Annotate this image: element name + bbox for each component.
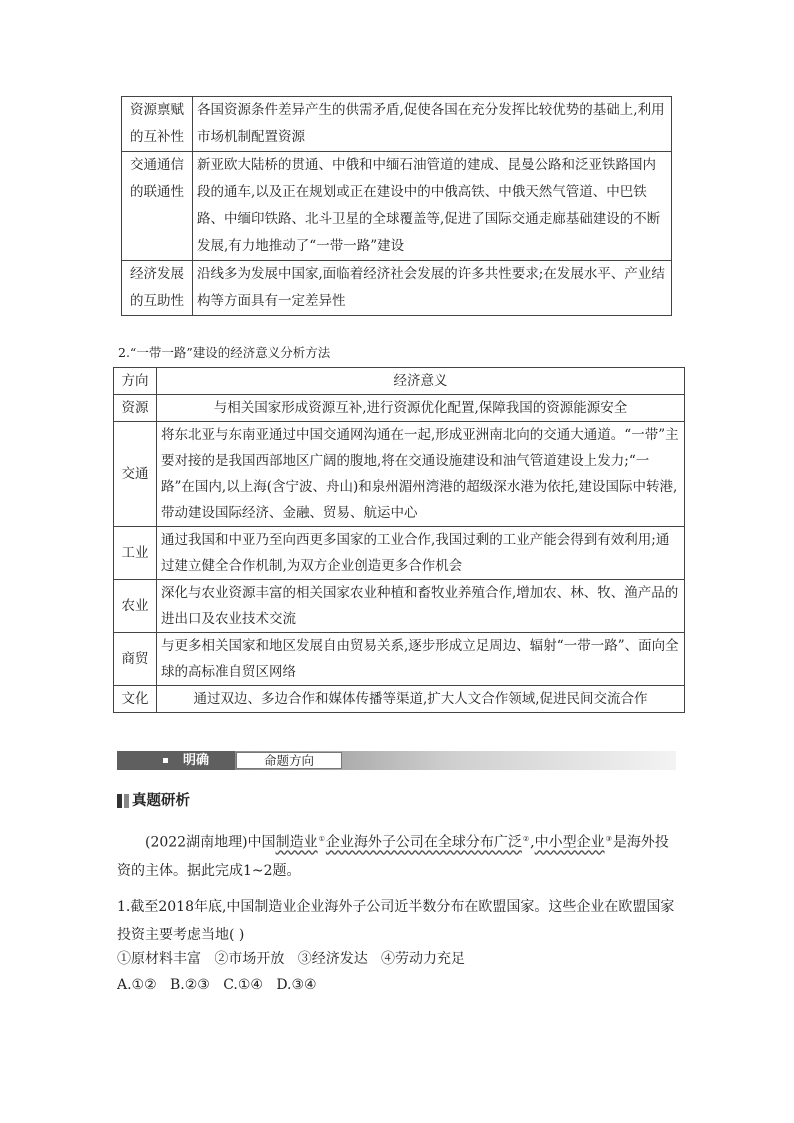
row-direction: 农业: [114, 580, 157, 633]
banner-dark-block: [117, 751, 235, 770]
question-1-stem: 1.截至2018年底,中国制造业企业海外子公司近半数分布在欧盟国家。这些企业在欧盟国家投资主要考虑当地( ): [117, 899, 675, 943]
economic-significance-table: [113, 367, 685, 713]
heading-bar-icon: [124, 794, 129, 808]
table-row: [114, 422, 685, 527]
subsection-title: 真题研析: [132, 793, 190, 809]
row-direction: 交通: [114, 422, 157, 527]
table-row: [114, 527, 685, 580]
table-row: [122, 152, 672, 261]
banner-box-label: 命题方向: [236, 752, 342, 769]
intro-text: 是海外投资的主体。据此完成1~2题。: [117, 834, 669, 879]
banner-label: 明确: [183, 753, 210, 768]
row-label: 交通通信的联通性: [122, 152, 193, 261]
header-meaning: 经济意义: [157, 368, 685, 395]
intro-text: ,: [530, 834, 535, 851]
row-direction: 商贸: [114, 633, 157, 686]
underlined-keyword: 企业海外子公司在全球分布广泛: [325, 834, 522, 851]
heading-bar-icon: [117, 794, 122, 808]
header-direction: 方向: [114, 368, 157, 395]
table-row: [122, 261, 672, 316]
intro-text: (2022湖南地理)中国: [145, 834, 276, 851]
row-meaning: 通过我国和中亚乃至向西更多国家的工业合作,我国过剩的工业产能会得到有效利用;通过建立健全合作机制,为双方企业创造更多合作机会: [157, 527, 685, 580]
question-1-answers: A.①② B.②③ C.①④ D.③④: [117, 977, 317, 993]
row-text: 沿线多为发展中国家,面临着经济社会发展的许多共性要求;在发展水平、产业结构等方面具有一定差异性: [193, 261, 672, 316]
row-direction: 资源: [114, 395, 157, 422]
row-direction: 工业: [114, 527, 157, 580]
table-row: [122, 97, 672, 152]
row-text: 新亚欧大陆桥的贯通、中俄和中缅石油管道的建成、昆曼公路和泛亚铁路国内段的通车,以及正在规划或正在建设中的中俄高铁、中俄天然气管道、中巴铁路、中缅印铁路、北斗卫星的全球覆盖等,促进了国际交通走廊基础建设的不断发展,有力地推动了“一带一路”建设: [193, 152, 672, 261]
row-label: 资源禀赋的互补性: [122, 97, 193, 152]
underlined-keyword: 制造业: [275, 834, 318, 851]
row-meaning: 深化与农业资源丰富的相关国家农业种植和畜牧业养殖合作,增加农、林、牧、渔产品的进出口及农业技术交流: [157, 580, 685, 633]
row-meaning: 与相关国家形成资源互补,进行资源优化配置,保障我国的资源能源安全: [157, 395, 685, 422]
annotation-mark: ①: [318, 835, 325, 843]
annotation-mark: ②: [522, 835, 530, 843]
row-meaning: 将东北亚与东南亚通过中国交通网沟通在一起,形成亚洲南北向的交通大通道。“一带”主要对接的是我国西部地区广阔的腹地,将在交通设施建设和油气管道建设上发力;“一路”在国内,以上海(含宁波、舟山)和泉州湄州湾港的超级深水港为依托,建设国际中转港,带动建设国际经济、金融、贸易、航运中心: [157, 422, 685, 527]
question-1-options: ①原材料丰富 ②市场开放 ③经济发达 ④劳动力充足: [117, 951, 466, 967]
row-direction: 文化: [114, 686, 157, 713]
section-banner: [117, 751, 676, 770]
square-bullet-icon: [163, 758, 168, 763]
annotation-mark: ③: [605, 835, 612, 843]
resource-advantage-table: [121, 96, 672, 316]
question-intro: [117, 825, 682, 885]
table-header-row: [114, 368, 685, 395]
row-label: 经济发展的互助性: [122, 261, 193, 316]
row-meaning: 与更多相关国家和地区发展自由贸易关系,逐步形成立足周边、辐射“一带一路”、面向全球的高标准自贸区网络: [157, 633, 685, 686]
section-title: 2.“一带一路”建设的经济意义分析方法: [118, 345, 331, 360]
underlined-keyword: 中小型企业: [534, 834, 605, 851]
table-row: [114, 686, 685, 713]
table-row: [114, 580, 685, 633]
row-text: 各国资源条件差异产生的供需矛盾,促使各国在充分发挥比较优势的基础上,利用市场机制配置资源: [193, 97, 672, 152]
table-row: [114, 633, 685, 686]
row-meaning: 通过双边、多边合作和媒体传播等渠道,扩大人文合作领域,促进民间交流合作: [157, 686, 685, 713]
table-row: [114, 395, 685, 422]
